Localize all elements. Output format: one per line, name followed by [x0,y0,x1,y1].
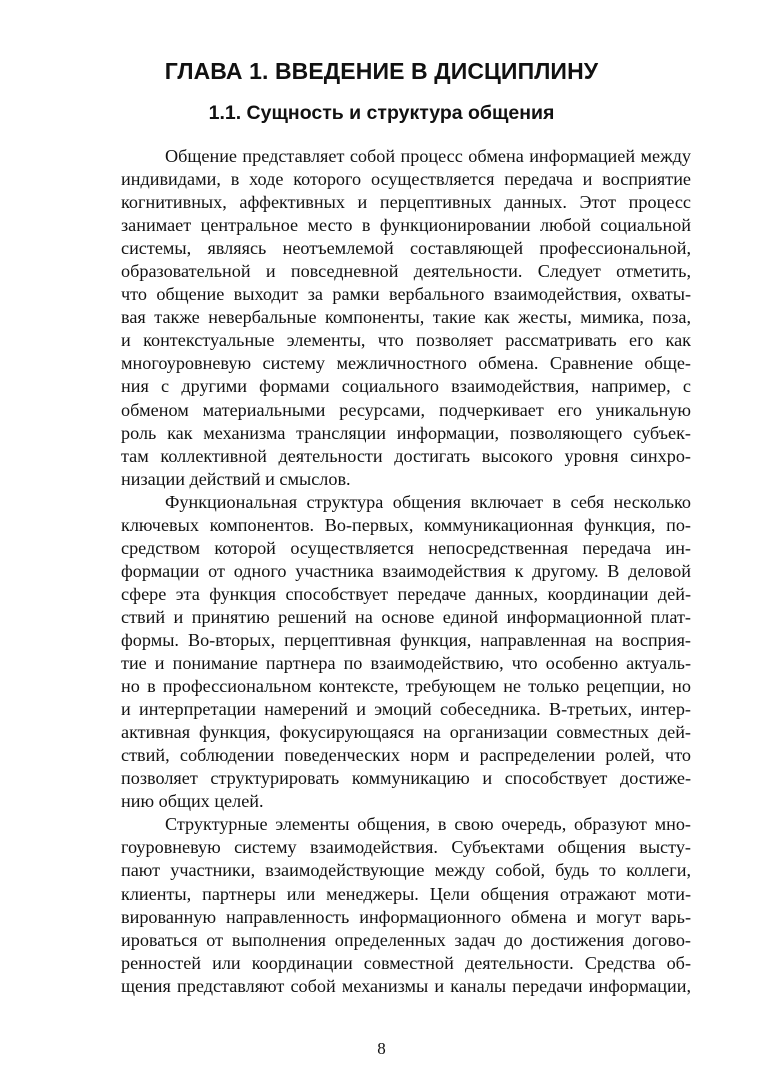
paragraph [74,491,691,814]
text-line: ния с другими формами социального взаимодействия, например, с [121,376,691,397]
text-line: ствий, соблюдении поведенческих норм и распределении ролей, что [121,745,691,766]
chapter-title: ГЛАВА 1. ВВЕДЕНИЕ В ДИСЦИПЛИНУ [164,58,599,84]
text-line: формы. Во-вторых, перцептивная функция, направленная на восприя- [121,629,691,650]
text-line: роль как механизма трансляции информации, позволяющего субъек- [121,422,691,443]
text-line: занимает центральное место в функционировании любой социальной [121,215,691,236]
text-line: пают участники, взаимодействующие между собой, будь то коллеги, [121,860,691,881]
text-line: и контекстуальные элементы, что позволяет рассматривать его как [121,330,691,351]
paragraph [74,145,691,491]
text-line: нию общих целей. [121,791,264,812]
text-line: формации от одного участника взаимодействия к другому. В деловой [121,560,691,581]
text-line: Структурные элементы общения, в свою очередь, образуют мно- [165,814,691,835]
text-line: средством которой осуществляется непосредственная передача ин- [121,537,691,558]
body-text [74,145,691,998]
text-line: тие и понимание партнера по взаимодействию, что особенно актуаль- [121,653,691,674]
text-line: ироваться от выполнения определенных задач до достижения догово- [121,929,691,950]
text-line: позволяет структурировать коммуникацию и способствует достиже- [121,768,691,789]
text-line: ключевых компонентов. Во-первых, коммуникационная функция, по- [121,514,691,535]
text-line: и интерпретации намерений и эмоций собеседника. В-третьих, интер- [121,699,691,720]
text-line: многоуровневую систему межличностного обмена. Сравнение обще- [121,353,691,374]
text-line: низации действий и смыслов. [121,468,351,489]
text-line: что общение выходит за рамки вербального взаимодействия, охваты- [121,284,691,305]
text-line: ренностей или координации совместной деятельности. Средства об- [121,952,691,973]
text-line: там коллективной деятельности достигать высокого уровня синхро- [121,445,691,466]
section-title: 1.1. Сущность и структура общения [208,102,555,124]
text-line: образовательной и повседневной деятельности. Следует отметить, [121,261,691,282]
text-line: клиенты, партнеры или менеджеры. Цели общения отражают моти- [121,883,691,904]
text-line: системы, являясь неотъемлемой составляющей профессиональной, [121,238,691,259]
text-line: вая также невербальные компоненты, такие как жесты, мимика, поза, [121,307,691,328]
text-line: вированную направленность информационного обмена и могут варь- [121,906,691,927]
text-line: но в профессиональном контексте, требующем не только рецепции, но [121,676,691,697]
paragraph [74,813,691,997]
text-line: ствий и принятию решений на основе единой информационной плат- [121,606,691,627]
text-line: индивидами, в ходе которого осуществляется передача и восприятие [121,169,691,190]
text-line: гоуровневую систему взаимодействия. Субъектами общения высту- [121,837,691,858]
text-line: Функциональная структура общения включает в себя несколько [165,491,691,512]
text-line: щения представляют собой механизмы и каналы передачи информации, [121,975,691,996]
text-line: Общение представляет собой процесс обмена информацией между [165,146,691,166]
page-number: 8 [377,1039,386,1058]
text-line: сфере эта функция способствует передаче данных, координации дей- [121,583,691,604]
text-line: обменом материальными ресурсами, подчеркивает его уникальную [121,399,691,420]
text-line: активная функция, фокусирующаяся на организации совместных дей- [121,722,691,743]
text-line: когнитивных, аффективных и перцептивных данных. Этот процесс [121,192,691,213]
